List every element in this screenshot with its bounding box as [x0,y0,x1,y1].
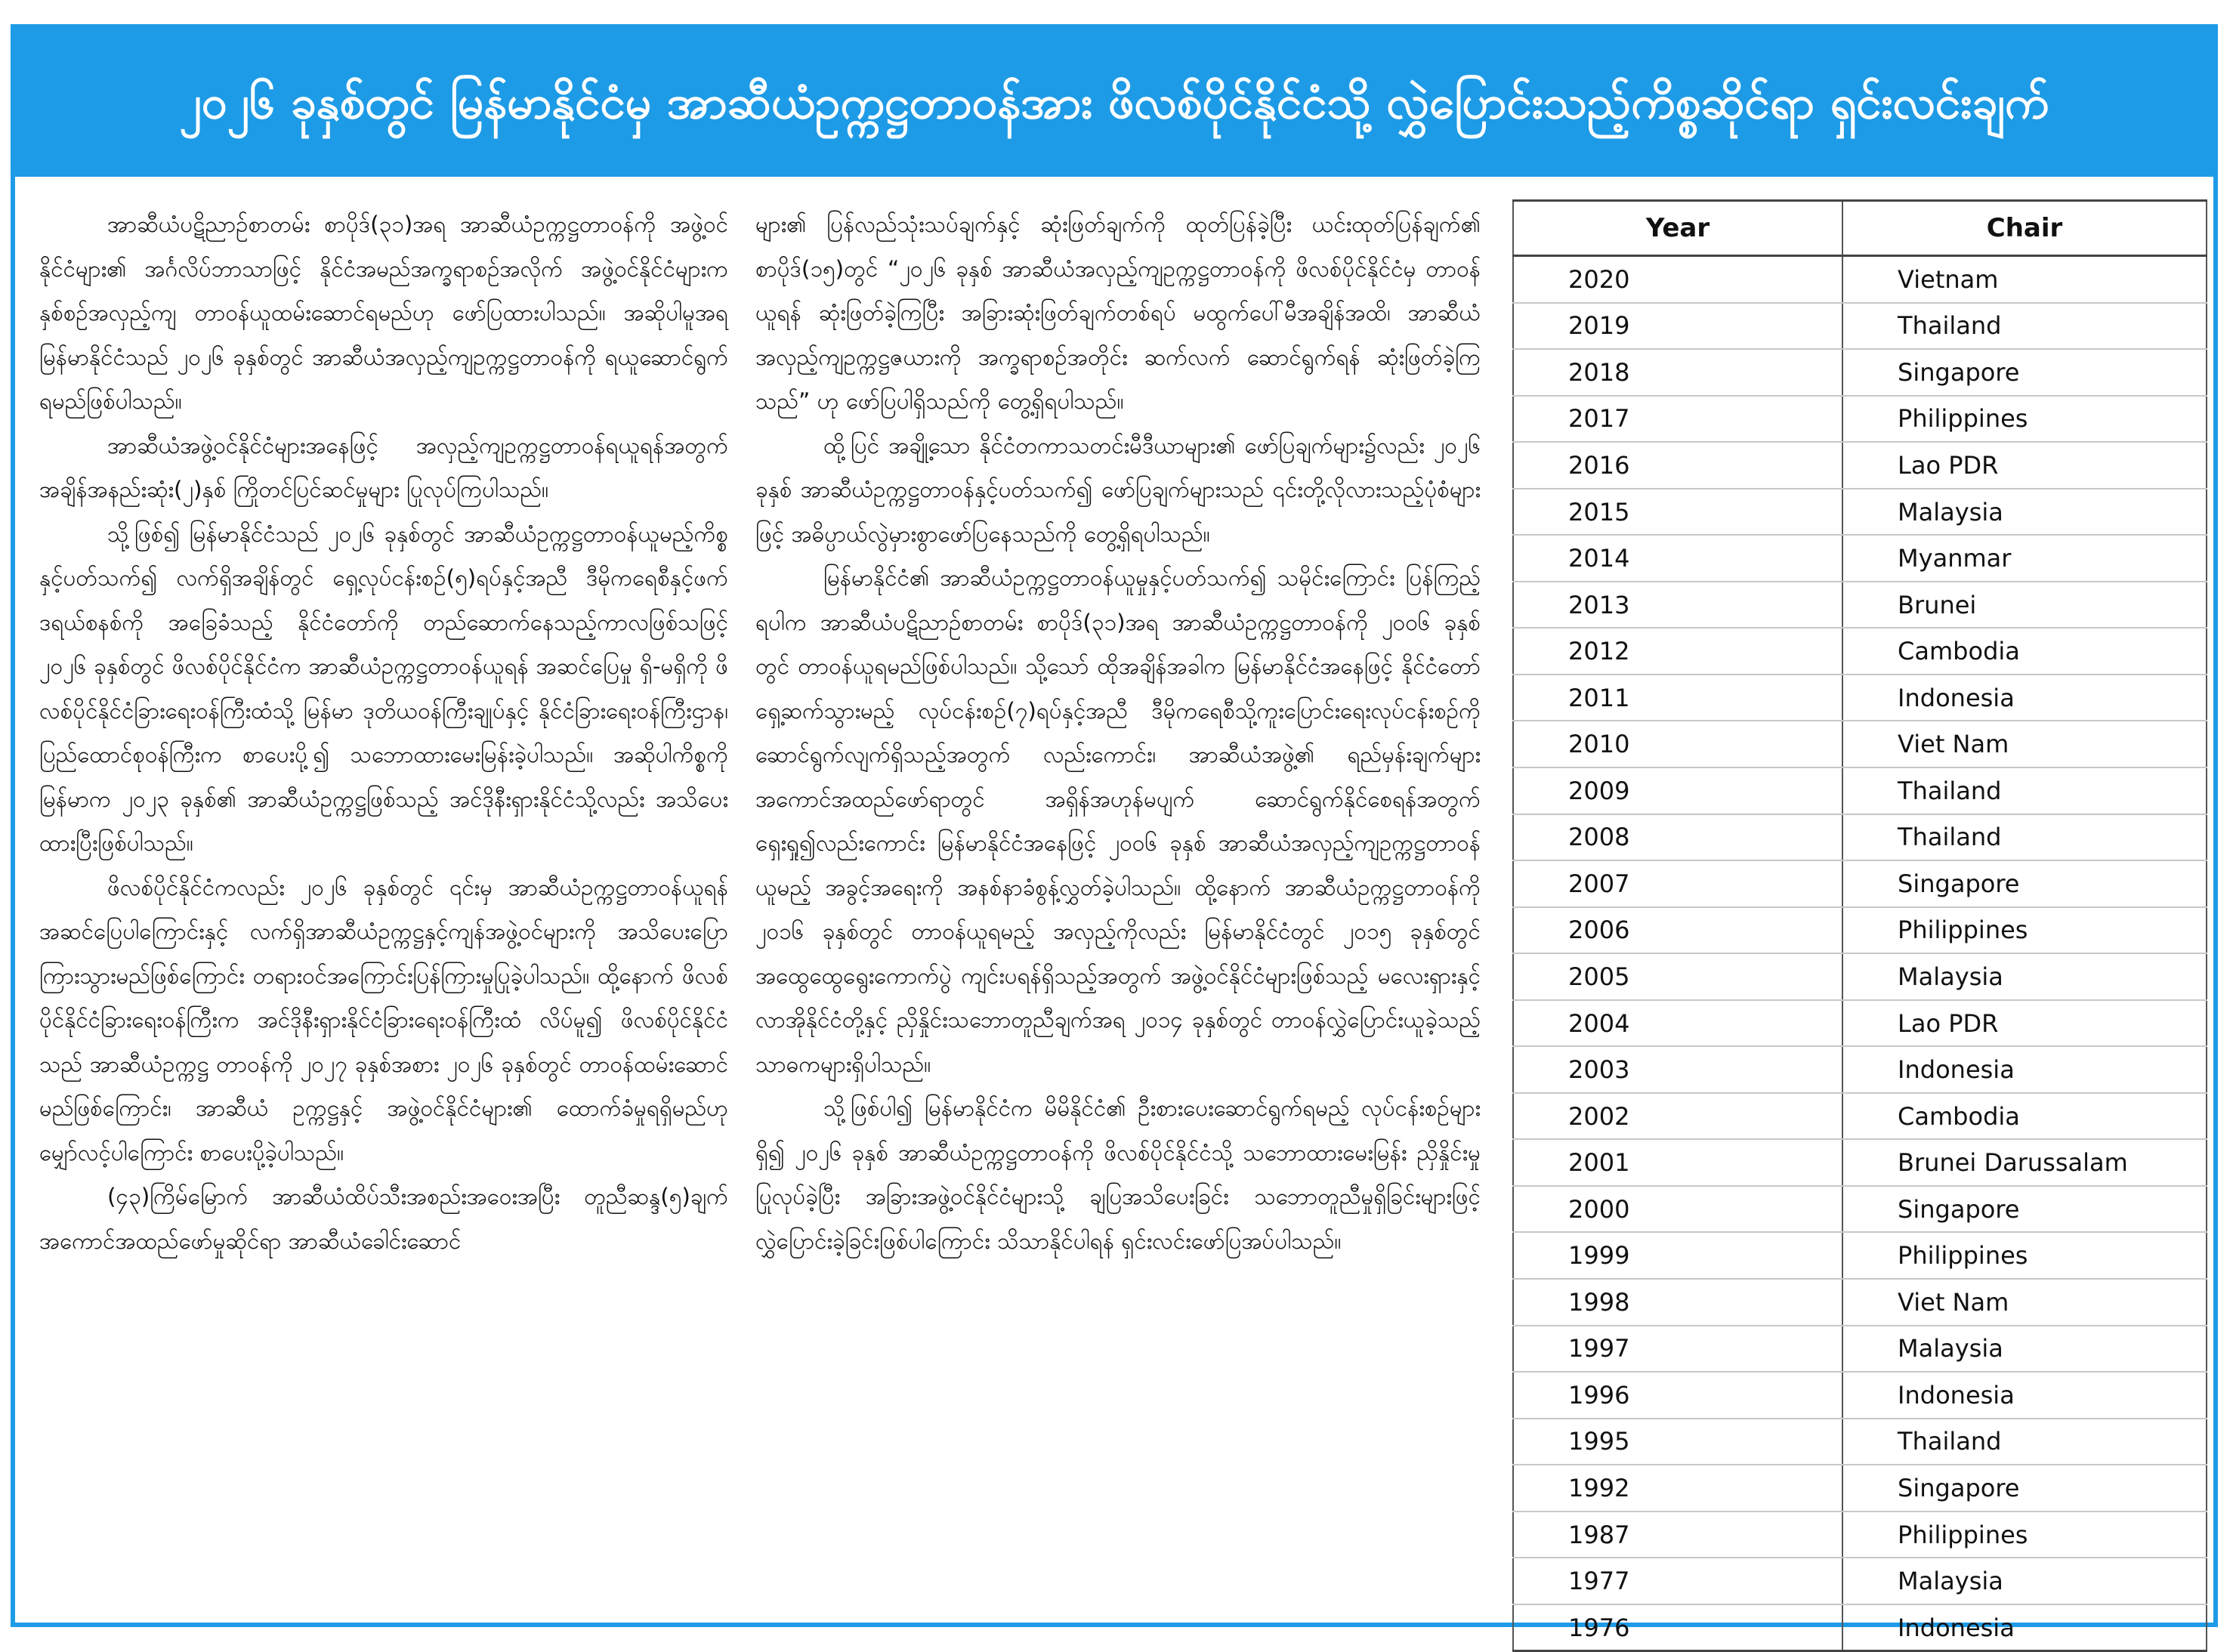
chair-cell: Lao PDR [1842,1000,2207,1047]
table-row [1513,1279,2207,1326]
year-cell: 2016 [1513,442,1842,489]
table-row [1513,1139,2207,1186]
chair-cell: Malaysia [1842,1558,2207,1604]
table-row [1513,1604,2207,1651]
year-cell: 2004 [1513,1000,1842,1047]
year-cell: 1997 [1513,1326,1842,1373]
table-header-row [1513,201,2207,256]
chair-cell: Indonesia [1842,1046,2207,1093]
table-row [1513,1326,2207,1373]
chair-cell: Philippines [1842,907,2207,954]
year-cell: 2006 [1513,907,1842,954]
table-row [1513,535,2207,582]
table-row [1513,1465,2207,1512]
chair-cell: Philippines [1842,1512,2207,1558]
chair-cell: Singapore [1842,349,2207,396]
table-row [1513,675,2207,721]
year-cell: 2014 [1513,535,1842,582]
year-cell: 2011 [1513,675,1842,721]
chair-cell: Philippines [1842,1232,2207,1279]
paragraph: ဖိလစ်ပိုင်နိုင်ငံကလည်း ၂၀၂၆ ခုနှစ်တွင် ၎င်းမှ အာဆီယံဥက္ကဋ္ဌတာဝန်ယူရန် အဆင်ပြေပါကြောင်းနှင့် လက်ရှိအာဆီယံဥက္ကဋ္ဌနှင့်ကျန်အဖွဲ့ဝင်များကို အသိပေးပြောကြားသွားမည်ဖြစ်ကြောင်း တရားဝင်အကြောင်းပြန်ကြားမှုပြုခဲ့ပါသည်။ ထို့နောက် ဖိလစ်ပိုင်နိုင်ငံခြားရေးဝန်ကြီးက အင်ဒိုနီးရှားနိုင်ငံခြားရေးဝန်ကြီးထံ လိပ်မူ၍ ဖိလစ်ပိုင်နိုင်ငံသည် အာဆီယံဥက္ကဋ္ဌ တာဝန်ကို ၂၀၂၇ ခုနှစ်အစား ၂၀၂၆ ခုနှစ်တွင် တာဝန်ထမ်းဆောင်မည်ဖြစ်ကြောင်း၊ အာဆီယံ ဥက္ကဋ္ဌနှင့် အဖွဲ့ဝင်နိုင်ငံများ၏ ထောက်ခံမှုရရှိမည်ဟု မျှော်လင့်ပါကြောင်း စာပေးပို့ခဲ့ပါသည်။ [39,874,728,1166]
chair-cell: Myanmar [1842,535,2207,582]
table-row [1513,256,2207,303]
paragraph: (၄၃)ကြိမ်မြောက် အာဆီယံထိပ်သီးအစည်းအဝေးအပြီး တူညီဆန္ဒ(၅)ချက် အကောင်အထည်ဖော်မှုဆိုင်ရာ အာဆီယံခေါင်းဆောင် [39,1184,728,1254]
table-row [1513,1186,2207,1233]
chair-cell: Indonesia [1842,1372,2207,1419]
chair-cell: Indonesia [1842,1604,2207,1651]
table-row [1513,1046,2207,1093]
chair-cell: Singapore [1842,1186,2207,1233]
paragraph: သို့ဖြစ်ပါ၍ မြန်မာနိုင်ငံက မိမိနိုင်ငံ၏ ဦးစားပေးဆောင်ရွက်ရမည့် လုပ်ငန်းစဉ်များရှိ၍ ၂၀၂၆ ခုနှစ် အာဆီယံဥက္ကဋ္ဌတာဝန်ကို ဖိလစ်ပိုင်နိုင်ငံသို့ သဘောထားမေးမြန်း ညှိနှိုင်းမှုပြုလုပ်ခဲ့ပြီး အခြားအဖွဲ့ဝင်နိုင်ငံများသို့ ချပြအသိပေးခြင်း သဘောတူညီမှုရှိခြင်းများဖြင့် လွှဲပြောင်းခဲ့ခြင်းဖြစ်ပါကြောင်း သိသာနိုင်ပါရန် ရှင်းလင်းဖော်ပြအပ်ပါသည်။ [755,1095,1481,1254]
paragraph: အာဆီယံပဋိညာဉ်စာတမ်း စာပိုဒ်(၃၁)အရ အာဆီယံဥက္ကဋ္ဌတာဝန်ကို အဖွဲ့ဝင်နိုင်ငံများ၏ အင်္ဂလိပ်ဘာသာဖြင့် နိုင်ငံအမည်အက္ခရာစဉ်အလိုက် အဖွဲ့ဝင်နိုင်ငံများက နှစ်စဉ်အလှည့်ကျ တာဝန်ယူထမ်းဆောင်ရမည်ဟု ဖော်ပြထားပါသည်။ အဆိုပါမူအရ မြန်မာနိုင်ငံသည် ၂၀၂၆ ခုနှစ်တွင် အာဆီယံအလှည့်ကျဥက္ကဋ္ဌတာဝန်ကို ရယူဆောင်ရွက်ရမည်ဖြစ်ပါသည်။ [39,212,728,414]
chair-cell: Cambodia [1842,628,2207,675]
table-row [1513,1419,2207,1465]
chair-cell: Vietnam [1842,256,2207,303]
table-row [1513,1232,2207,1279]
chair-cell: Philippines [1842,396,2207,443]
chair-cell: Lao PDR [1842,442,2207,489]
table-row [1513,396,2207,443]
year-cell: 2009 [1513,767,1842,814]
chair-cell: Indonesia [1842,675,2207,721]
table-body [1513,256,2207,1651]
year-cell: 2012 [1513,628,1842,675]
chair-cell: Thailand [1842,303,2207,350]
chair-table-container [1512,199,2207,1652]
chair-cell: Viet Nam [1842,1279,2207,1326]
chair-cell: Singapore [1842,1465,2207,1512]
year-cell: 1992 [1513,1465,1842,1512]
table-row [1513,1372,2207,1419]
year-cell: 2008 [1513,814,1842,861]
chair-cell: Thailand [1842,814,2207,861]
year-cell: 1995 [1513,1419,1842,1465]
year-cell: 2013 [1513,582,1842,628]
year-cell: 1996 [1513,1372,1842,1419]
text-column-right [755,202,1481,1263]
chair-cell: Brunei Darussalam [1842,1139,2207,1186]
table-row [1513,860,2207,907]
table-row [1513,1000,2207,1047]
table-row [1513,489,2207,536]
year-cell: 2019 [1513,303,1842,350]
chair-cell: Brunei [1842,582,2207,628]
paragraph: သို့ဖြစ်၍ မြန်မာနိုင်ငံသည် ၂၀၂၆ ခုနှစ်တွင် အာဆီယံဥက္ကဋ္ဌတာဝန်ယူမည့်ကိစ္စနှင့်ပတ်သက်၍ လက်ရှိအချိန်တွင် ရှေ့လုပ်ငန်းစဉ်(၅)ရပ်နှင့်အညီ ဒီမိုကရေစီနှင့်ဖက်ဒရယ်စနစ်ကို အခြေခံသည့် နိုင်ငံတော်ကို တည်ဆောက်နေသည့်ကာလဖြစ်သဖြင့် ၂၀၂၆ ခုနှစ်တွင် ဖိလစ်ပိုင်နိုင်ငံက အာဆီယံဥက္ကဋ္ဌတာဝန်ယူရန် အဆင်ပြေမှု ရှိ-မရှိကို ဖိလစ်ပိုင်နိုင်ငံခြားရေးဝန်ကြီးထံသို့ မြန်မာ ဒုတိယဝန်ကြီးချုပ်နှင့် နိုင်ငံခြားရေးဝန်ကြီးဌာန၊ ပြည်ထောင်စုဝန်ကြီးက စာပေးပို့၍ သဘောထားမေးမြန်းခဲ့ပါသည်။ အဆိုပါကိစ္စကို မြန်မာက ၂၀၂၃ ခုနှစ်၏ အာဆီယံဥက္ကဋ္ဌဖြစ်သည့် အင်ဒိုနီးရှားနိုင်ငံသို့လည်း အသိပေးထားပြီးဖြစ်ပါသည်။ [39,520,728,856]
paragraph: ထို့ပြင် အချို့သော နိုင်ငံတကာသတင်းမီဒီယာများ၏ ဖော်ပြချက်များ၌လည်း ၂၀၂၆ ခုနှစ် အာဆီယံဥက္ကဋ္ဌတာဝန်နှင့်ပတ်သက်၍ ဖော်ပြချက်များသည် ၎င်းတို့လိုလားသည့်ပုံစံများဖြင့် အဓိပ္ပာယ်လွဲမှားစွာဖော်ပြနေသည်ကို တွေ့ရှိရပါသည်။ [755,432,1481,547]
table-row [1513,767,2207,814]
table-row [1513,907,2207,954]
table-row [1513,1093,2207,1140]
text-column-left [39,202,728,1263]
year-cell: 1987 [1513,1512,1842,1558]
year-cell: 2017 [1513,396,1842,443]
year-cell: 2010 [1513,721,1842,767]
table-row [1513,1512,2207,1558]
table-row [1513,303,2207,350]
year-cell: 2003 [1513,1046,1842,1093]
chair-cell: Malaysia [1842,1326,2207,1373]
page-title: ၂၀၂၆ ခုနှစ်တွင် မြန်မာနိုင်ငံမှ အာဆီယံဥက္ကဋ္ဌတာဝန်အား ဖိလစ်ပိုင်နိုင်ငံသို့ လွှဲပြောင်းသည့်ကိစ္စဆိုင်ရာ ရှင်းလင်းချက် [179,76,2049,129]
year-cell: 2001 [1513,1139,1842,1186]
paragraph: အာဆီယံအဖွဲ့ဝင်နိုင်ငံများအနေဖြင့် အလှည့်ကျဥက္ကဋ္ဌတာဝန်ရယူရန်အတွက် အချိန်အနည်းဆုံး(၂)နှစ် ကြိုတင်ပြင်ဆင်မှုများ ပြုလုပ်ကြပါသည်။ [39,432,728,502]
year-cell: 1977 [1513,1558,1842,1604]
year-cell: 1976 [1513,1604,1842,1651]
title-banner [15,29,2213,177]
year-cell: 2018 [1513,349,1842,396]
asean-chair-table [1512,199,2207,1652]
chair-cell: Malaysia [1842,953,2207,1000]
paragraph: မြန်မာနိုင်ငံ၏ အာဆီယံဥက္ကဋ္ဌတာဝန်ယူမှုနှင့်ပတ်သက်၍ သမိုင်းကြောင်း ပြန်ကြည့်ရပါက အာဆီယံပဋိညာဉ်စာတမ်း စာပိုဒ်(၃၁)အရ အာဆီယံဥက္ကဋ္ဌတာဝန်ကို ၂၀၀၆ ခုနှစ်တွင် တာဝန်ယူရမည်ဖြစ်ပါသည်။ သို့သော် ထိုအချိန်အခါက မြန်မာနိုင်ငံအနေဖြင့် နိုင်ငံတော်ရှေ့ဆက်သွားမည့် လုပ်ငန်းစဉ်(၇)ရပ်နှင့်အညီ ဒီမိုကရေစီသို့ကူးပြောင်းရေးလုပ်ငန်းစဉ်ကို ဆောင်ရွက်လျက်ရှိသည့်အတွက် လည်းကောင်း၊ အာဆီယံအဖွဲ့၏ ရည်မှန်းချက်များအကောင်အထည်ဖော်ရာတွင် အရှိန်အဟုန်မပျက် ဆောင်ရွက်နိုင်စေရန်အတွက် ရှေးရှု၍လည်းကောင်း မြန်မာနိုင်ငံအနေဖြင့် ၂၀၀၆ ခုနှစ် အာဆီယံအလှည့်ကျဥက္ကဋ္ဌတာဝန်ယူမည့် အခွင့်အရေးကို အနစ်နာခံစွန့်လွှတ်ခဲ့ပါသည်။ ထို့နောက် အာဆီယံဥက္ကဋ္ဌတာဝန်ကို ၂၀၁၆ ခုနှစ်တွင် တာဝန်ယူရမည့် အလှည့်ကိုလည်း မြန်မာနိုင်ငံတွင် ၂၀၁၅ ခုနှစ်တွင် အထွေထွေရွေးကောက်ပွဲ ကျင်းပရန်ရှိသည့်အတွက် အဖွဲ့ဝင်နိုင်ငံများဖြစ်သည့် မလေးရှားနှင့် လာအိုနိုင်ငံတို့နှင့် ညှိနှိုင်းသဘောတူညီချက်အရ ၂၀၁၄ ခုနှစ်တွင် တာဝန်လွှဲပြောင်းယူခဲ့သည့် သာဓကများရှိပါသည်။ [755,565,1481,1077]
year-cell: 2015 [1513,489,1842,536]
table-row [1513,1558,2207,1604]
chair-cell: Cambodia [1842,1093,2207,1140]
column-header-year: Year [1513,201,1842,256]
paragraph: များ၏ ပြန်လည်သုံးသပ်ချက်နှင့် ဆုံးဖြတ်ချက်ကို ထုတ်ပြန်ခဲ့ပြီး ယင်းထုတ်ပြန်ချက်၏ စာပိုဒ်(၁၅)တွင် “၂၀၂၆ ခုနှစ် အာဆီယံအလှည့်ကျဥက္ကဋ္ဌတာဝန်ကို ဖိလစ်ပိုင်နိုင်ငံမှ တာဝန်ယူရန် ဆုံးဖြတ်ခဲ့ကြပြီး အခြားဆုံးဖြတ်ချက်တစ်ရပ် မထွက်ပေါ်မီအချိန်အထိ၊ အာဆီယံအလှည့်ကျဥက္ကဋ္ဌဇယားကို အက္ခရာစဉ်အတိုင်း ဆက်လက် ဆောင်ရွက်ရန် ဆုံးဖြတ်ခဲ့ကြသည်” ဟု ဖော်ပြပါရှိသည်ကို တွေ့ရှိရပါသည်။ [755,212,1481,414]
year-cell: 1998 [1513,1279,1842,1326]
table-row [1513,628,2207,675]
year-cell: 2000 [1513,1186,1842,1233]
chair-cell: Thailand [1842,1419,2207,1465]
chair-cell: Viet Nam [1842,721,2207,767]
year-cell: 1999 [1513,1232,1842,1279]
chair-cell: Malaysia [1842,489,2207,536]
chair-cell: Thailand [1842,767,2207,814]
table-row [1513,442,2207,489]
year-cell: 2020 [1513,256,1842,303]
table-row [1513,814,2207,861]
year-cell: 2005 [1513,953,1842,1000]
chair-cell: Singapore [1842,860,2207,907]
year-cell: 2007 [1513,860,1842,907]
table-row [1513,349,2207,396]
table-row [1513,721,2207,767]
year-cell: 2002 [1513,1093,1842,1140]
column-header-chair: Chair [1842,201,2207,256]
table-row [1513,582,2207,628]
table-row [1513,953,2207,1000]
